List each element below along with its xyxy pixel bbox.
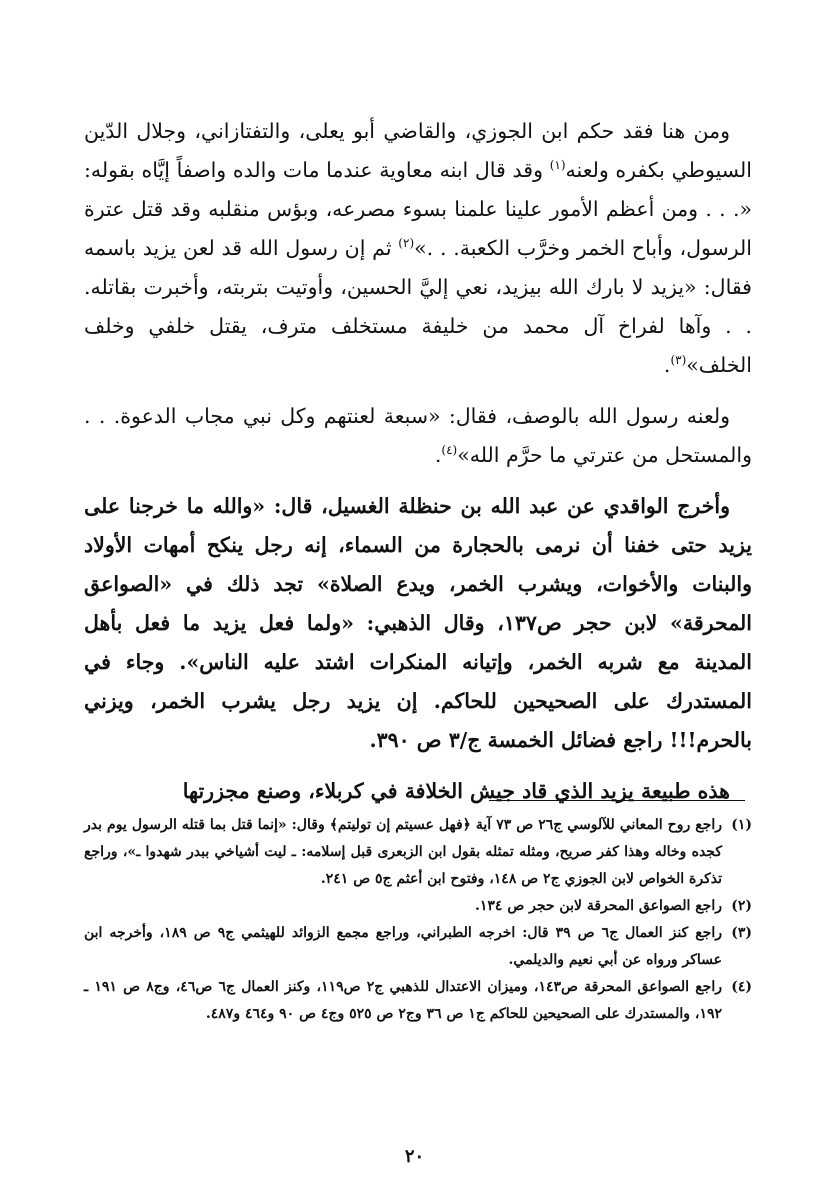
paragraph-1-text-c: ثم إن رسول الله قد لعن يزيد باسمه فقال: «يزيد لا بارك الله بيزيد، نعي إليَّ الحسين، وأوتيت بتربته، وأخبرت بقاتله. . . وآها لفراخ آل محمد من خليفة مستخلف مترف، يقتل خلفي وخلف الخلف»: [84, 236, 752, 377]
footnote-number: (٣): [731, 925, 752, 941]
footnote-number: (١): [731, 817, 752, 833]
footnotes: [84, 812, 752, 1028]
footnote-1: [84, 812, 752, 893]
footnote-ref-3: (٣): [670, 353, 687, 368]
footnote-text: راجع كنز العمال ج٦ ص ٣٩ قال: اخرجه الطبراني، وراجع مجمع الزوائد للهيثمي ج٩ ص ١٨٩، وأخرجه ابن عساكر ورواه عن أبي نعيم والديلمي.: [84, 925, 722, 968]
footnote-text: راجع الصواعق المحرقة لابن حجر ص ١٣٤.: [475, 898, 722, 914]
footnote-number: (٢): [731, 898, 752, 914]
paragraph-1: [84, 112, 752, 385]
footnote-text: راجع روح المعاني للآلوسي ج٢٦ ص ٧٣ آية ﴿فهل عسيتم إن توليتم﴾ وقال: «إنما قتل بما قتله الرسول يوم بدر كجده وخاله وهذا كفر صريح، ومثله تمثله بقول ابن الزبعرى قبل إسلامه: ـ ليت أشياخي ببدر شهدوا ـ»، وراجع تذكرة الخواص لابن الجوزي ج٢ ص ١٤٨، وفتوح ابن أعثم ج٥ ص ٢٤١.: [84, 817, 723, 887]
page-number: ٢٠: [404, 1146, 425, 1167]
paragraph-2-text: ولعنه رسول الله بالوصف، فقال: «سبعة لعنتهم وكل نبي مجاب الدعوة. . . والمستحل من عترتي ما حرَّم الله»: [84, 404, 752, 467]
footnote-ref-2: (٢): [398, 236, 415, 251]
footnote-text: راجع الصواعق المحرقة ص١٤٣، وميزان الاعتدال للذهبي ج٢ ص١١٩، وكنز العمال ج٦ ص٤٦، وج٨ ص ١٩١ ـ ١٩٢، والمستدرك على الصحيحين للحاكم ج١ ص ٣٦ وج٢ ص ٥٢٥ وج٤ ص ٩٠ و٤٦٤ و٤٨٧.: [84, 979, 722, 1022]
paragraph-4: هذه طبيعة يزيد الذي قاد جيش الخلافة في كربلاء، وصنع مجزرتها: [182, 779, 730, 803]
paragraph-1-text: ومن هنا فقد حكم ابن الجوزي، والقاضي أبو يعلى، والتفتازاني، وجلال الدّين السيوطي بكفره ولعنه: [84, 119, 752, 182]
footnote-4: [84, 974, 752, 1028]
paragraph-1-end: .: [663, 353, 671, 377]
footnote-3: [84, 920, 752, 974]
paragraph-1-text-b: وقد قال ابنه معاوية عندما مات والده واصفاً إيَّاه بقوله: «. . . ومن أعظم الأمور علينا علمنا بسوء مصرعه، وبؤس منقلبه وقد قتل عترة الرسول، وأباح الخمر وخرَّب الكعبة. . .»: [84, 158, 752, 260]
main-text: [84, 112, 752, 823]
footnote-number: (٤): [731, 979, 752, 995]
footnote-ref-4: (٤): [441, 443, 458, 458]
footnote-ref-1: (١): [549, 158, 566, 173]
paragraph-2: [84, 397, 752, 475]
footnote-2: [84, 893, 752, 920]
paragraph-3: وأخرج الواقدي عن عبد الله بن حنظلة الغسيل، قال: «والله ما خرجنا على يزيد حتى خفنا أن نرمى بالحجارة من السماء، إنه رجل ينكح أمهات الأولاد والبنات والأخوات، ويشرب الخمر، ويدع الصلاة» تجد ذلك في «الصواعق المحرقة» لابن حجر ص١٣٧، وقال الذهبي: «ولما فعل يزيد ما فعل بأهل المدينة مع شربه الخمر، وإتيانه المنكرات اشتد عليه الناس». وجاء في المستدرك على الصحيحين للحاكم. إن يزيد رجل يشرب الخمر، ويزني بالحرم!!! راجع فضائل الخمسة ج/٣ ص ٣٩٠.: [84, 494, 752, 752]
paragraph-2-end: .: [434, 443, 442, 467]
footnote-divider: [489, 800, 745, 801]
